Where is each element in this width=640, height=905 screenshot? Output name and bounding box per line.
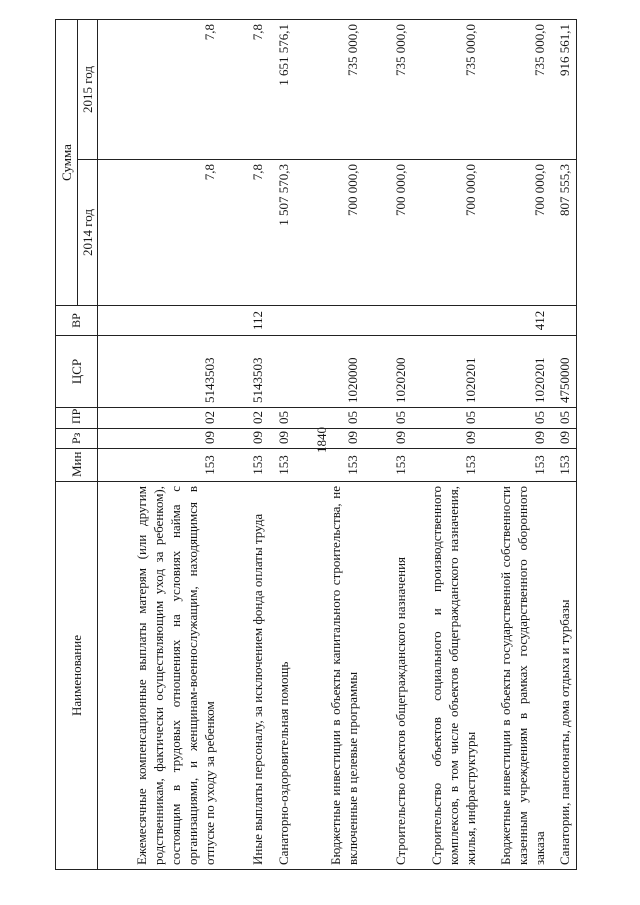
header-pr: ПР — [56, 408, 98, 429]
row-name: Строительство объектов социального и производственного комплексов, в том числе объектов общегражданского назначения, жилья, инфраструктуры — [412, 482, 482, 870]
row-pr: 02 — [221, 408, 269, 429]
row-name: Ежемесячные компенсационные выплаты матерям (или другим родственникам, фактически осуществляющим уход за ребенком), состоящим в трудовых отношениях на условиях найма с организациями, и женщинам-военнослужащим, находящимся в отпуске по уходу за ребенком — [98, 482, 221, 870]
row-rz: 09 — [551, 429, 577, 449]
table-row — [364, 20, 412, 870]
row-sum-2014: 807 555,3 — [551, 160, 577, 306]
row-csr: 1020201 — [412, 336, 482, 408]
table-row — [551, 20, 577, 870]
row-min: 153 — [269, 449, 295, 482]
header-name: Наименование — [56, 482, 98, 870]
row-name: Строительство объектов общегражданского назначения — [364, 482, 412, 870]
row-rz: 09 — [221, 429, 269, 449]
row-vr: 112 — [221, 306, 269, 336]
row-sum-2015: 916 561,1 — [551, 20, 577, 160]
header-min: Мин — [56, 449, 98, 482]
row-pr: 05 — [412, 408, 482, 429]
row-sum-2015: 7,8 — [98, 20, 221, 160]
header-sum: Сумма — [56, 20, 78, 306]
row-min: 153 — [551, 449, 577, 482]
row-pr: 05 — [295, 408, 364, 429]
row-min: 153 — [412, 449, 482, 482]
row-name: Санаторно-оздоровительная помощь — [269, 482, 295, 870]
row-sum-2015: 735 000,0 — [295, 20, 364, 160]
row-min: 153 — [295, 449, 364, 482]
row-rz: 09 — [269, 429, 295, 449]
row-min: 153 — [221, 449, 269, 482]
row-name: Бюджетные инвестиции в объекты государственной собственности казенным учреждениям в рамках государственного оборонного заказа — [482, 482, 551, 870]
row-sum-2015: 735 000,0 — [482, 20, 551, 160]
budget-table — [55, 19, 577, 870]
row-sum-2015: 1 651 576,1 — [269, 20, 295, 160]
row-sum-2014: 700 000,0 — [295, 160, 364, 306]
row-pr: 02 — [98, 408, 221, 429]
table-row — [412, 20, 482, 870]
row-vr — [269, 306, 295, 336]
row-vr — [364, 306, 412, 336]
row-min: 153 — [482, 449, 551, 482]
row-vr — [98, 306, 221, 336]
header-year-2014: 2014 год — [78, 160, 98, 306]
table-row — [98, 20, 221, 870]
row-name: Бюджетные инвестиции в объекты капитального строительства, не включенные в целевые программы — [295, 482, 364, 870]
row-sum-2015: 7,8 — [221, 20, 269, 160]
header-vr: ВР — [56, 306, 98, 336]
row-csr: 5143503 — [221, 336, 269, 408]
row-vr — [412, 306, 482, 336]
page-number: 1840 — [314, 427, 329, 453]
row-vr: 412 — [482, 306, 551, 336]
row-name: Санатории, пансионаты, дома отдыха и турбазы — [551, 482, 577, 870]
row-vr — [551, 306, 577, 336]
row-name: Иные выплаты персоналу, за исключением фонда оплаты труда — [221, 482, 269, 870]
row-csr: 5143503 — [98, 336, 221, 408]
row-rz: 09 — [412, 429, 482, 449]
row-sum-2014: 7,8 — [221, 160, 269, 306]
row-pr: 05 — [551, 408, 577, 429]
row-pr: 05 — [269, 408, 295, 429]
row-sum-2014: 7,8 — [98, 160, 221, 306]
rotated-page — [55, 20, 570, 870]
row-csr — [269, 336, 295, 408]
row-csr: 1020201 — [482, 336, 551, 408]
row-rz: 09 — [295, 429, 364, 449]
header-csr: ЦСР — [56, 336, 98, 408]
row-sum-2014: 700 000,0 — [482, 160, 551, 306]
table-row — [482, 20, 551, 870]
table-row — [295, 20, 364, 870]
row-sum-2014: 700 000,0 — [364, 160, 412, 306]
header-year-2015: 2015 год — [78, 20, 98, 160]
row-sum-2015: 735 000,0 — [364, 20, 412, 160]
row-rz: 09 — [364, 429, 412, 449]
row-rz: 09 — [98, 429, 221, 449]
row-sum-2014: 700 000,0 — [412, 160, 482, 306]
row-min: 153 — [364, 449, 412, 482]
row-csr: 4750000 — [551, 336, 577, 408]
row-rz: 09 — [482, 429, 551, 449]
table-row — [269, 20, 295, 870]
row-min: 153 — [98, 449, 221, 482]
row-sum-2015: 735 000,0 — [412, 20, 482, 160]
row-pr: 05 — [482, 408, 551, 429]
row-pr: 05 — [364, 408, 412, 429]
row-sum-2014: 1 507 570,3 — [269, 160, 295, 306]
row-vr — [295, 306, 364, 336]
row-csr: 1020200 — [364, 336, 412, 408]
table-row — [221, 20, 269, 870]
row-csr: 1020000 — [295, 336, 364, 408]
header-rz: Рз — [56, 429, 98, 449]
